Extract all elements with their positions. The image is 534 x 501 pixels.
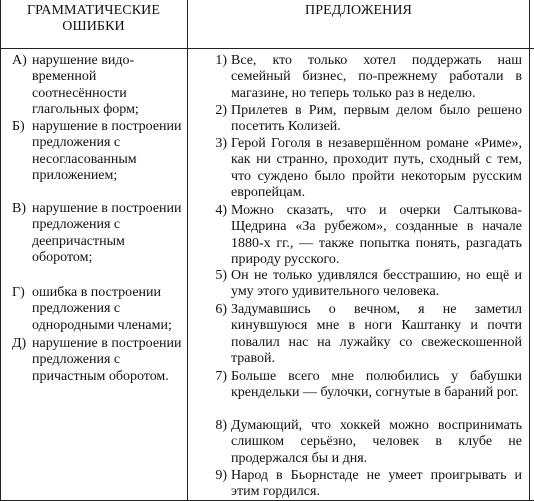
sentence-number: 5) [215, 268, 227, 283]
sentence-number: 2) [215, 103, 227, 118]
sentence-number: 4) [215, 203, 227, 218]
sentence-text: Больше всего мне полюбились у бабушки крендельки — булочки, согнутые в бараний рог. [231, 369, 522, 401]
sentence-text: Народ в Бьорнстаде не умеет проигрывать и этим гордился. [231, 468, 522, 500]
sentence-number: 9) [215, 468, 227, 483]
sentence-number: 6) [215, 302, 227, 317]
error-letter: В) [12, 201, 26, 216]
error-letter: Г) [12, 285, 25, 300]
sentences-header-label: ПРЕДЛОЖЕНИЯ [304, 3, 412, 18]
errors-header-line1: ГРАММАТИЧЕСКИЕ [26, 3, 161, 18]
sentences-column-header [188, 3, 529, 19]
error-letter: А) [12, 53, 27, 68]
table-left-border [0, 0, 1, 501]
error-text: нарушение видо-временной соотнесённости глагольных форм; [32, 53, 139, 117]
sentence-text: Он не только удивлялся бесстрашию, но ещё и уму этого удивительного человека. [231, 268, 522, 300]
sentence-text: Думающий, что хоккей можно воспринимать слишком серьёзно, человек в клубе не продержался бы и дня. [231, 418, 522, 466]
sentence-number: 3) [215, 136, 227, 151]
sentence-number: 1) [215, 53, 227, 68]
sentence-text: Можно сказать, что и очерки Салтыкова-Щедрина «За рубежом», созданные в начале 1880-х гг., — также попытка понять, разгадать природу русского. [231, 203, 522, 267]
sentence-number: 8) [215, 418, 227, 433]
sentence-text: Прилетев в Рим, первым делом было решено посетить Колизей. [231, 103, 522, 135]
error-letter: Б) [12, 119, 25, 134]
error-text: нарушение в построении предложения с деепричастным оборотом; [32, 201, 182, 265]
sentence-number: 7) [215, 369, 227, 384]
sentence-text: Задумавшись о вечном, я не заметил кинувшуюся мне в ноги Каштанку и почти повалил нас на лужайку со свежескошенной травой. [231, 302, 522, 366]
table-right-border [529, 0, 530, 501]
column-divider [187, 0, 188, 501]
errors-column-header [0, 3, 187, 35]
error-letter: Д) [12, 336, 27, 351]
header-divider [0, 48, 534, 49]
errors-header-line2: ОШИБКИ [62, 19, 125, 34]
sentence-text: Все, кто только хотел поддержать наш семейный бизнес, по-прежнему работали в магазине, но теперь только раз в неделю. [231, 53, 522, 101]
sentence-text: Герой Гоголя в незавершённом романе «Риме», как ни странно, проходит путь, сходный с тем, что суждено было пройти некоторым русским европейцам. [231, 136, 522, 200]
error-text: нарушение в построении предложения с причастным оборотом. [32, 336, 182, 384]
error-text: нарушение в построении предложения с несогласованным приложением; [32, 119, 182, 183]
error-text: ошибка в построении предложения с однородными членами; [32, 285, 172, 333]
